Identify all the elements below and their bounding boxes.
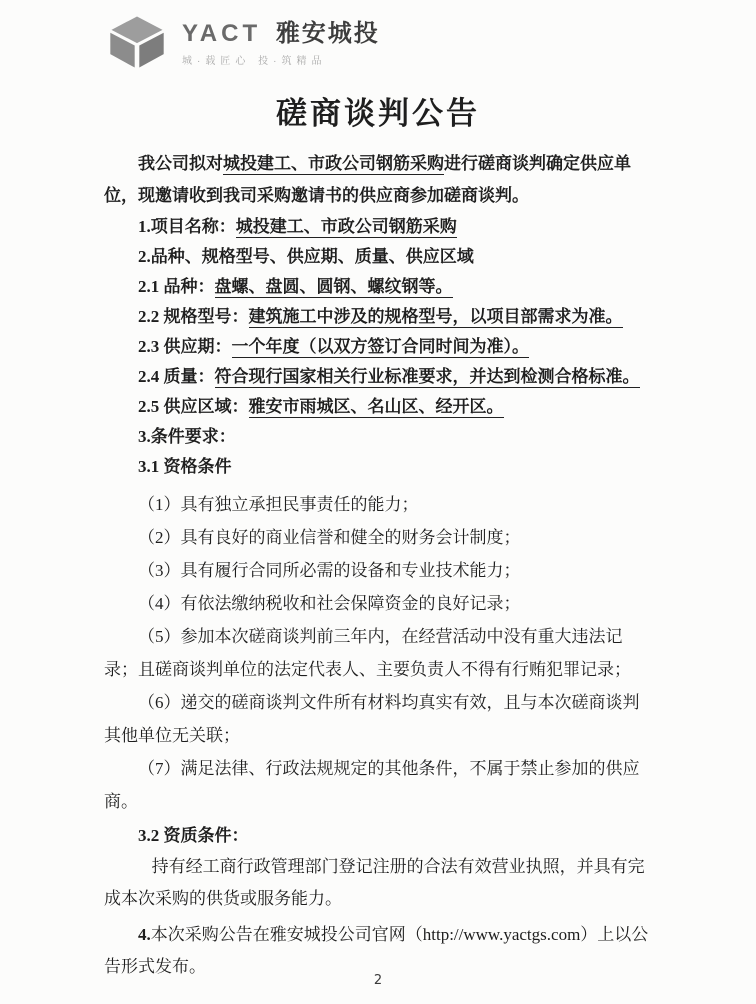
section-line-1 <box>104 212 652 242</box>
section-line-2 <box>104 242 652 272</box>
intro-pre: 我公司拟对 <box>138 154 223 173</box>
intro-post: 进行磋商谈判确定供应单位，现邀请收到我司采购邀请书的供应商参加磋商谈判。 <box>104 154 631 205</box>
qualification-item-1: （1）具有独立承担民事责任的能力； <box>138 495 419 514</box>
section-underlined-value: 雅安市雨城区、名山区、经开区。 <box>248 397 504 416</box>
section-line-2-3 <box>104 332 652 362</box>
logo-company-name: 雅安城投 <box>275 20 380 47</box>
section-label: 3.1 资格条件 <box>138 457 232 476</box>
qualification-item-7: （7）满足法律、行政法规规定的其他条件，不属于禁止参加的供应商。 <box>104 759 640 811</box>
section-line-2-1 <box>104 272 652 302</box>
qualification-item-6: （6）递交的磋商谈判文件所有材料均真实有效，且与本次磋商谈判其他单位无关联； <box>104 693 640 745</box>
section-line-3-1 <box>104 452 652 482</box>
logo-acronym: YACT <box>182 20 262 47</box>
qualification-item-4: （4）有依法缴纳税收和社会保障资金的良好记录； <box>138 594 521 613</box>
page-number: 2 <box>373 973 383 988</box>
section-4-body: 本次采购公告在雅安城投公司官网（http://www.yactgs.com）上以公告形式发布。 <box>104 925 649 976</box>
qualification-list <box>104 488 652 818</box>
intro-paragraph <box>104 148 652 212</box>
logo-tagline: 城·载匠心 投·筑精品 <box>182 56 327 67</box>
section-label: 2.3 供应期： <box>138 337 232 356</box>
section-label: 2.1 品种： <box>138 277 215 296</box>
section-underlined-value: 盘螺、盘圆、圆钢、螺纹钢等。 <box>214 277 453 296</box>
logo-title <box>182 21 380 47</box>
section-label: 2.2 规格型号： <box>138 307 249 326</box>
section-label: 3.条件要求： <box>138 427 236 446</box>
qualification-item-2: （2）具有良好的商业信誉和健全的财务会计制度； <box>138 528 521 547</box>
section-line-3-2: 3.2 资质条件： <box>138 826 249 845</box>
cube-logo-icon <box>108 14 166 70</box>
intro-underlined-subject: 城投建工、市政公司钢筋采购 <box>223 154 444 173</box>
company-logo <box>108 14 652 76</box>
section-underlined-value: 城投建工、市政公司钢筋采购 <box>235 217 457 236</box>
section-label: 1.项目名称： <box>138 217 236 236</box>
section-line-3 <box>104 422 652 452</box>
qualification-item-3: （3）具有履行合同所必需的设备和专业技术能力； <box>138 561 521 580</box>
section-line-2-2 <box>104 302 652 332</box>
qualification-item-5: （5）参加本次磋商谈判前三年内，在经营活动中没有重大违法记录；且磋商谈判单位的法定代表人、主要负责人不得有行贿犯罪记录； <box>104 627 631 679</box>
section-underlined-value: 符合现行国家相关行业标准要求，并达到检测合格标准。 <box>214 367 640 386</box>
section-label: 2.5 供应区域： <box>138 397 249 416</box>
logo-text <box>182 14 380 67</box>
section-4-number: 4. <box>138 925 151 944</box>
section-underlined-value: 建筑施工中涉及的规格型号，以项目部需求为准。 <box>248 307 623 326</box>
section-3-2-body: 持有经工商行政管理部门登记注册的合法有效营业执照，并具有完成本次采购的供货或服务能力。 <box>104 857 645 908</box>
section-label: 2.4 质量： <box>138 367 215 386</box>
section-line-2-4 <box>104 362 652 392</box>
section-line-2-5 <box>104 392 652 422</box>
page-title: 磋商谈判公告 <box>276 96 480 131</box>
section-underlined-value: 一个年度（以双方签订合同时间为准）。 <box>231 337 529 356</box>
section-label: 2.品种、规格型号、供应期、质量、供应区域 <box>138 247 474 266</box>
